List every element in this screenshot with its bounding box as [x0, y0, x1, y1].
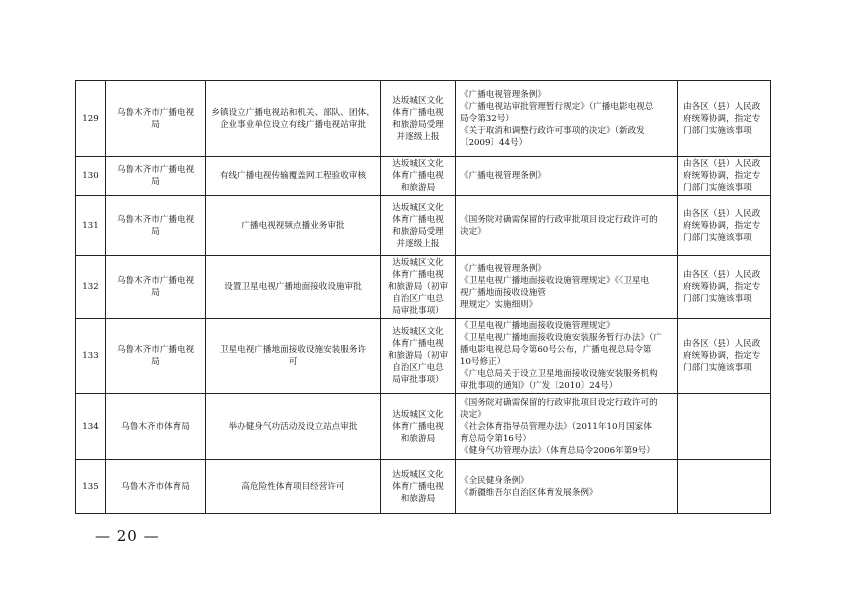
implementing-agency-cell-line: 达坂城区文化 — [392, 327, 444, 337]
table-row — [76, 196, 771, 256]
remarks-cell-line: 门部门实施该事项 — [683, 363, 752, 373]
legal-basis-cell — [456, 319, 678, 394]
legal-basis-cell — [456, 256, 678, 319]
implementing-agency-cell-line: 和旅游局 — [400, 433, 436, 444]
approval-item-cell-line: 高危险性体育项目经营许可 — [241, 481, 345, 492]
implementing-agency-cell — [381, 460, 456, 514]
implementing-agency-cell-line: 和旅游局（初审 — [387, 282, 449, 292]
department-cell-line: 局 — [151, 177, 160, 187]
department-cell-line: 乌鲁木齐市广播电视 — [116, 345, 195, 355]
row-number: 129 — [76, 81, 106, 157]
approval-item-cell — [206, 319, 381, 394]
legal-basis-cell-line: 决定》 — [460, 226, 486, 237]
remarks-cell — [678, 157, 771, 196]
implementing-agency-cell-line: 和旅游局（初审 — [387, 351, 449, 361]
legal-basis-cell-line: 〔2009〕44号） — [460, 137, 528, 148]
approval-item-cell — [206, 256, 381, 319]
legal-basis-cell-line: 播电影电视总局令第60号公布，广播电视总局令第 — [460, 345, 652, 355]
implementing-agency-cell-line: 达坂城区文化 — [392, 95, 444, 106]
implementing-agency-cell-line: 自治区广电总 — [392, 294, 444, 304]
implementing-agency-cell-line: 自治区广电总 — [392, 363, 444, 373]
row-number: 134 — [76, 394, 106, 460]
page-number: — 20 — — [95, 527, 160, 545]
remarks-cell-line: 府统筹协调，指定专 — [683, 351, 761, 361]
implementing-agency-cell-line: 体育广播电视 — [392, 421, 444, 432]
department-cell-line: 乌鲁木齐市广播电视 — [116, 165, 195, 175]
approval-item-cell-line: 企业事业单位设立有线广播电视站审批 — [219, 119, 367, 130]
legal-basis-cell — [456, 81, 678, 157]
implementing-agency-cell-line: 达坂城区文化 — [392, 258, 444, 268]
department-cell-line: 乌鲁木齐市体育局 — [121, 421, 190, 432]
legal-basis-cell-line: 10号修正） — [460, 357, 506, 367]
implementing-agency-cell — [381, 394, 456, 460]
legal-basis-cell-line: 《广电总局关于设立卫星地面接收设施安装服务机构 — [460, 369, 658, 379]
legal-basis-cell-line: 《广播电视管理条例》 — [460, 264, 546, 274]
remarks-cell-line: 门部门实施该事项 — [683, 294, 752, 304]
implementing-agency-cell-line: 达坂城区文化 — [392, 159, 444, 169]
remarks-cell-line: 府统筹协调，指定专 — [683, 113, 761, 124]
implementing-agency-cell — [381, 157, 456, 196]
approval-item-cell — [206, 81, 381, 157]
department-cell — [106, 319, 206, 394]
approval-item-cell-line: 卫星电视广播地面接收设施安装服务许 — [219, 345, 367, 355]
legal-basis-cell-line: 《国务院对确需保留的行政审批项目设定行政许可的 — [460, 214, 658, 225]
legal-basis-cell-line: 《卫星电视广播地面接收设施管理规定》《〈卫星电 — [460, 276, 650, 286]
legal-basis-cell — [456, 394, 678, 460]
implementing-agency-cell-line: 和旅游局受理 — [392, 119, 444, 130]
approval-item-cell-line: 举办健身气功活动及设立站点审批 — [228, 421, 358, 432]
implementing-agency-cell-line: 体育广播电视 — [392, 481, 444, 492]
approval-item-cell-line: 有线广播电视传输覆盖网工程验收审核 — [219, 171, 367, 181]
legal-basis-cell-line: 《新疆维吾尔自治区体育发展条例》 — [460, 487, 598, 498]
remarks-cell — [678, 394, 771, 460]
legal-basis-cell-line: 《卫星电视广播地面接收设施安装服务暂行办法》（广 — [460, 333, 662, 343]
legal-basis-cell-line: 《全民健身条例》 — [460, 475, 529, 486]
row-number: 133 — [76, 319, 106, 394]
implementing-agency-cell-line: 达坂城区文化 — [392, 469, 444, 480]
remarks-cell-line: 府统筹协调，指定专 — [683, 282, 761, 292]
implementing-agency-cell-line: 局审批事项） — [392, 375, 444, 385]
approval-item-cell — [206, 460, 381, 514]
legal-basis-cell-line: 《关于取消和调整行政许可事项的决定》（新政发 — [460, 125, 645, 136]
implementing-agency-cell — [381, 319, 456, 394]
approval-items-table — [75, 80, 771, 514]
approval-item-cell — [206, 196, 381, 256]
legal-basis-cell-line: 视广播地面接收设施管 — [460, 288, 546, 298]
remarks-cell-line: 由各区（县）人民政 — [683, 208, 761, 219]
department-cell-line: 乌鲁木齐市广播电视 — [116, 107, 195, 118]
table-body — [76, 81, 771, 514]
row-number: 132 — [76, 256, 106, 319]
table-row — [76, 460, 771, 514]
approval-item-cell — [206, 394, 381, 460]
implementing-agency-cell-line: 并逐级上报 — [396, 238, 440, 249]
department-cell-line: 局 — [151, 288, 160, 298]
remarks-cell-line: 由各区（县）人民政 — [683, 159, 761, 169]
table-row — [76, 256, 771, 319]
table-row — [76, 394, 771, 460]
remarks-cell-line: 门部门实施该事项 — [683, 125, 752, 136]
legal-basis-cell-line: 《健身气功管理办法》（体育总局令2006年第9号） — [460, 445, 655, 456]
implementing-agency-cell-line: 局审批事项） — [392, 306, 444, 316]
department-cell — [106, 460, 206, 514]
table-row — [76, 81, 771, 157]
approval-item-cell — [206, 157, 381, 196]
department-cell — [106, 256, 206, 319]
legal-basis-cell-line: 《广播电视站审批管理暂行规定》（广播电影电视总 — [460, 101, 654, 112]
legal-basis-cell-line: 《卫星电视广播地面接收设施管理规定》 — [460, 321, 615, 331]
remarks-cell-line: 门部门实施该事项 — [683, 232, 752, 243]
approval-item-cell-line: 可 — [288, 357, 298, 367]
department-cell-line: 局 — [151, 119, 160, 130]
remarks-cell-line: 府统筹协调，指定专 — [683, 171, 761, 181]
implementing-agency-cell — [381, 81, 456, 157]
legal-basis-cell-line: 《国务院对确需保留的行政审批项目设定行政许可的 — [460, 397, 658, 408]
legal-basis-cell-line: 决定》 — [460, 409, 486, 420]
legal-basis-cell — [456, 157, 678, 196]
remarks-cell-line: 由各区（县）人民政 — [683, 339, 761, 349]
remarks-cell — [678, 196, 771, 256]
legal-basis-cell-line: 理规定〉实施细则》 — [460, 300, 538, 310]
department-cell-line: 局 — [151, 357, 160, 367]
department-cell — [106, 81, 206, 157]
department-cell — [106, 394, 206, 460]
implementing-agency-cell-line: 体育广播电视 — [392, 214, 444, 225]
remarks-cell-line: 由各区（县）人民政 — [683, 101, 761, 112]
approval-item-cell-line: 设置卫星电视广播地面接收设施审批 — [224, 282, 362, 292]
implementing-agency-cell — [381, 256, 456, 319]
implementing-agency-cell-line: 体育广播电视 — [392, 339, 444, 349]
department-cell-line: 乌鲁木齐市广播电视 — [116, 214, 195, 225]
table-row — [76, 319, 771, 394]
row-number: 131 — [76, 196, 106, 256]
approval-item-cell-line: 广播电视视频点播业务审批 — [241, 220, 345, 231]
legal-basis-cell-line: 育总局令第16号） — [460, 433, 532, 444]
implementing-agency-cell-line: 体育广播电视 — [392, 171, 444, 181]
row-number: 135 — [76, 460, 106, 514]
remarks-cell — [678, 256, 771, 319]
implementing-agency-cell-line: 达坂城区文化 — [392, 409, 444, 420]
remarks-cell — [678, 319, 771, 394]
approval-item-cell-line: 乡镇设立广播电视站和机关、部队、团体、 — [211, 107, 375, 118]
legal-basis-cell-line: 局令第32号） — [460, 113, 514, 124]
legal-basis-cell — [456, 460, 678, 514]
remarks-cell — [678, 81, 771, 157]
implementing-agency-cell-line: 和旅游局受理 — [392, 226, 444, 237]
implementing-agency-cell-line: 和旅游局 — [400, 493, 436, 504]
legal-basis-cell-line: 《社会体育指导员管理办法》（2011年10月国家体 — [460, 421, 652, 432]
implementing-agency-cell-line: 达坂城区文化 — [392, 202, 444, 213]
table-row — [76, 157, 771, 196]
legal-basis-cell-line: 审批事项的通知》（广发〔2010〕24号） — [460, 381, 618, 391]
remarks-cell-line: 门部门实施该事项 — [683, 183, 752, 193]
department-cell-line: 乌鲁木齐市体育局 — [121, 481, 190, 492]
department-cell — [106, 157, 206, 196]
legal-basis-cell-line: 《广播电视管理条例》 — [460, 89, 546, 100]
department-cell — [106, 196, 206, 256]
implementing-agency-cell-line: 并逐级上报 — [396, 131, 440, 142]
legal-basis-cell — [456, 196, 678, 256]
legal-basis-cell-line: 《广播电视管理条例》 — [460, 171, 546, 181]
row-number: 130 — [76, 157, 106, 196]
implementing-agency-cell-line: 体育广播电视 — [392, 270, 444, 280]
department-cell-line: 局 — [151, 226, 160, 237]
department-cell-line: 乌鲁木齐市广播电视 — [116, 276, 195, 286]
implementing-agency-cell — [381, 196, 456, 256]
implementing-agency-cell-line: 体育广播电视 — [392, 107, 444, 118]
remarks-cell-line: 由各区（县）人民政 — [683, 270, 761, 280]
remarks-cell — [678, 460, 771, 514]
remarks-cell-line: 府统筹协调，指定专 — [683, 220, 761, 231]
implementing-agency-cell-line: 和旅游局 — [400, 183, 436, 193]
